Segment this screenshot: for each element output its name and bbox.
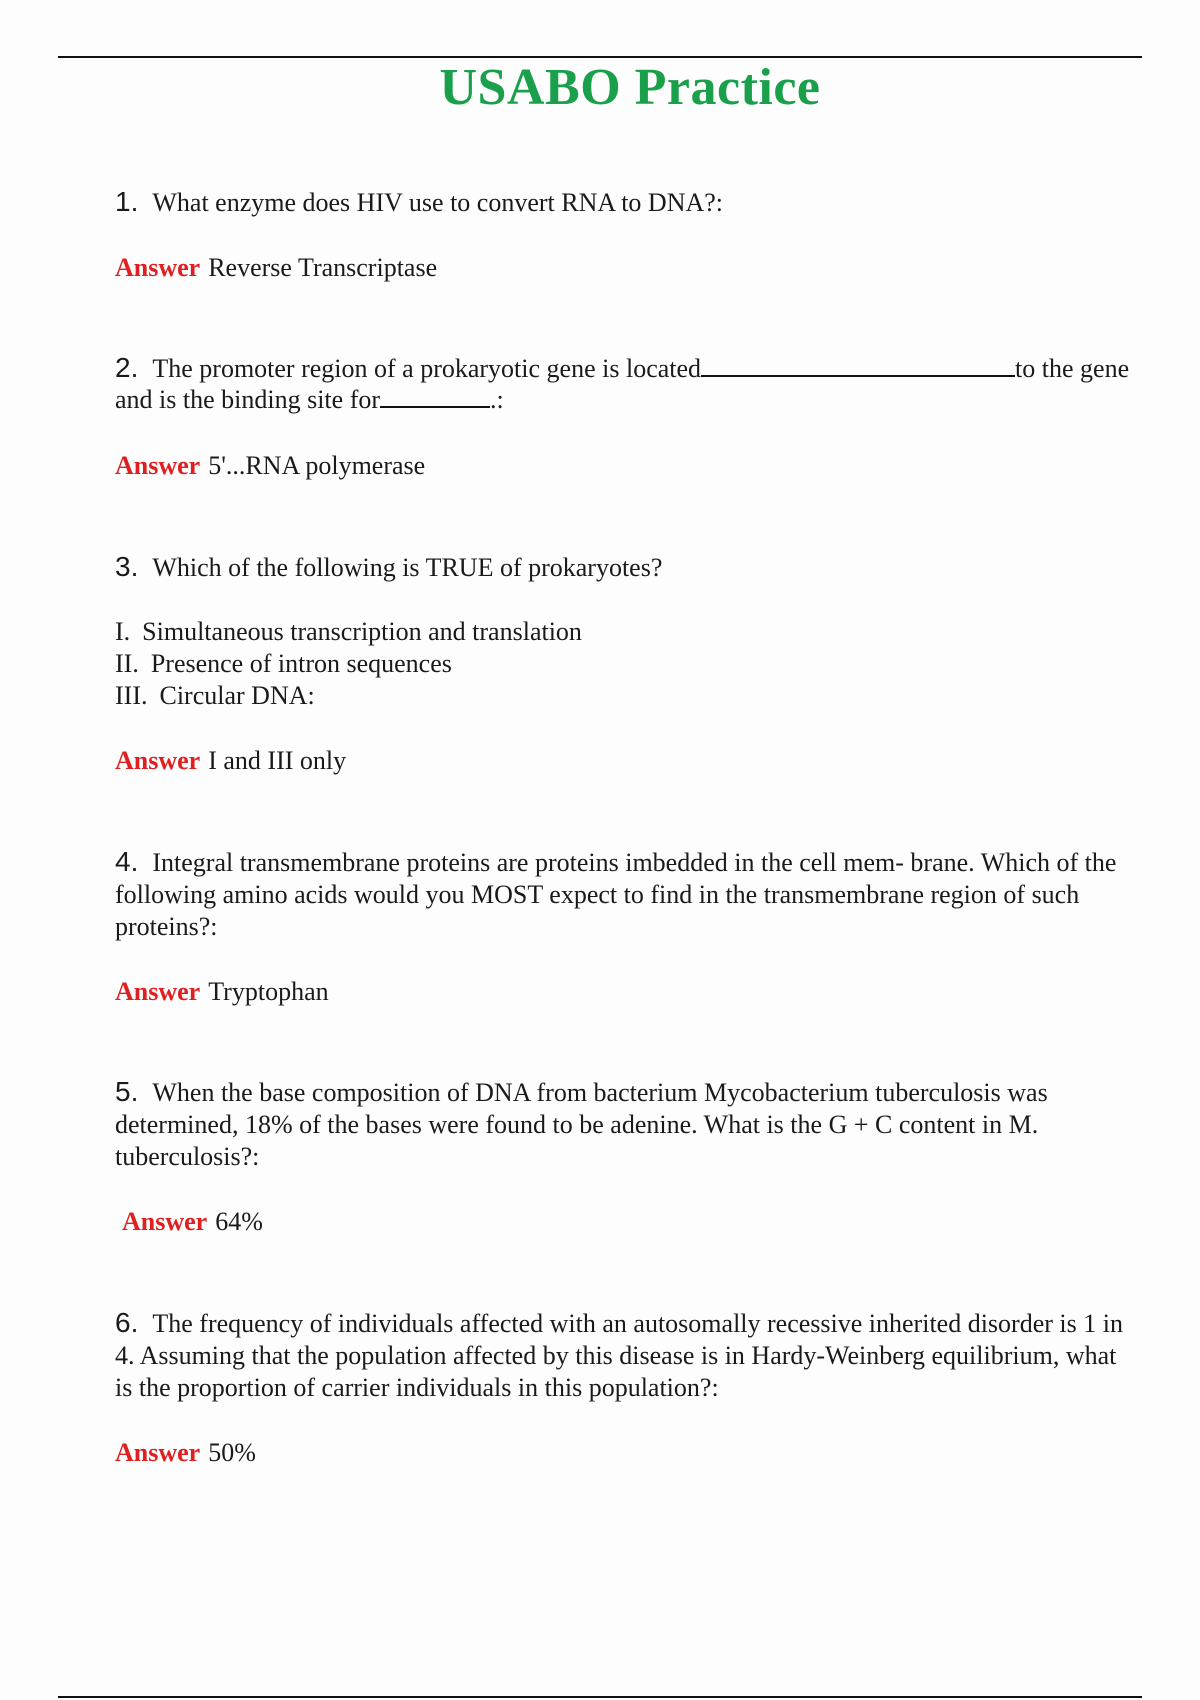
option-numeral: I. [115,617,131,646]
option-text: Circular DNA: [159,681,315,710]
question-text: Which of the following is TRUE of prokaryotes? [152,553,663,582]
answer-5 [122,1206,263,1238]
answer-label: Answer [115,1438,201,1467]
answer-label: Answer [122,1207,208,1236]
option-text: Presence of intron sequences [150,649,452,678]
answer-6 [115,1437,256,1469]
question-text: When the base composition of DNA from bacterium Mycobacterium tuberculosis was determined, 18% of the bases were found to be adenine. What is the G + C content in M. tuberculosis?: [115,1078,1048,1171]
question-number: 2. [115,352,139,383]
question-text: The frequency of individuals affected with an autosomally recessive inherited disorder is 1 in 4. Assuming that the population affected by this disease is in Hardy-Weinberg equilibrium, what is the proportion of carrier individuals in this population?: [115,1309,1123,1402]
answer-2 [115,450,425,482]
answer-text: Tryptophan [208,977,329,1006]
question-number: 5. [115,1076,139,1107]
question-5 [115,1076,1135,1173]
answer-text: Reverse Transcriptase [208,253,438,282]
page-title: USABO Practice [439,59,821,116]
answer-label: Answer [115,746,201,775]
answer-blank [380,384,490,408]
question-4 [115,846,1135,943]
question-text-part1: The promoter region of a prokaryotic gene is located [152,354,702,383]
option-1 [115,616,582,648]
question-1 [115,186,1135,219]
answer-label: Answer [115,253,201,282]
answer-4 [115,976,329,1008]
answer-text: 5'...RNA polymerase [208,451,426,480]
answer-3 [115,745,346,777]
question-number: 4. [115,846,139,877]
question-text-part2: to the gene and is the binding site for [115,354,1130,414]
answer-blank [701,353,1015,377]
question-number: 1. [115,186,139,217]
answer-text: 50% [208,1438,256,1467]
question-text-part3: .: [490,385,504,414]
question-2 [115,352,1135,415]
answer-text: 64% [215,1207,263,1236]
bottom-rule [58,1696,1142,1698]
option-3 [115,680,315,712]
answer-label: Answer [115,977,201,1006]
question-6 [115,1307,1135,1404]
question-text: What enzyme does HIV use to convert RNA to DNA?: [152,188,724,217]
option-numeral: III. [115,681,148,710]
answer-label: Answer [115,451,201,480]
option-text: Simultaneous transcription and translation [142,617,582,646]
answer-text: I and III only [208,746,347,775]
question-text: Integral transmembrane proteins are proteins imbedded in the cell mem- brane. Which of the following amino acids would you MOST expect to find in the transmembrane region of such proteins?: [115,848,1117,941]
answer-1 [115,252,437,284]
option-2 [115,648,452,680]
question-number: 3. [115,551,139,582]
question-3 [115,551,1135,584]
option-numeral: II. [115,649,139,678]
question-number: 6. [115,1307,139,1338]
